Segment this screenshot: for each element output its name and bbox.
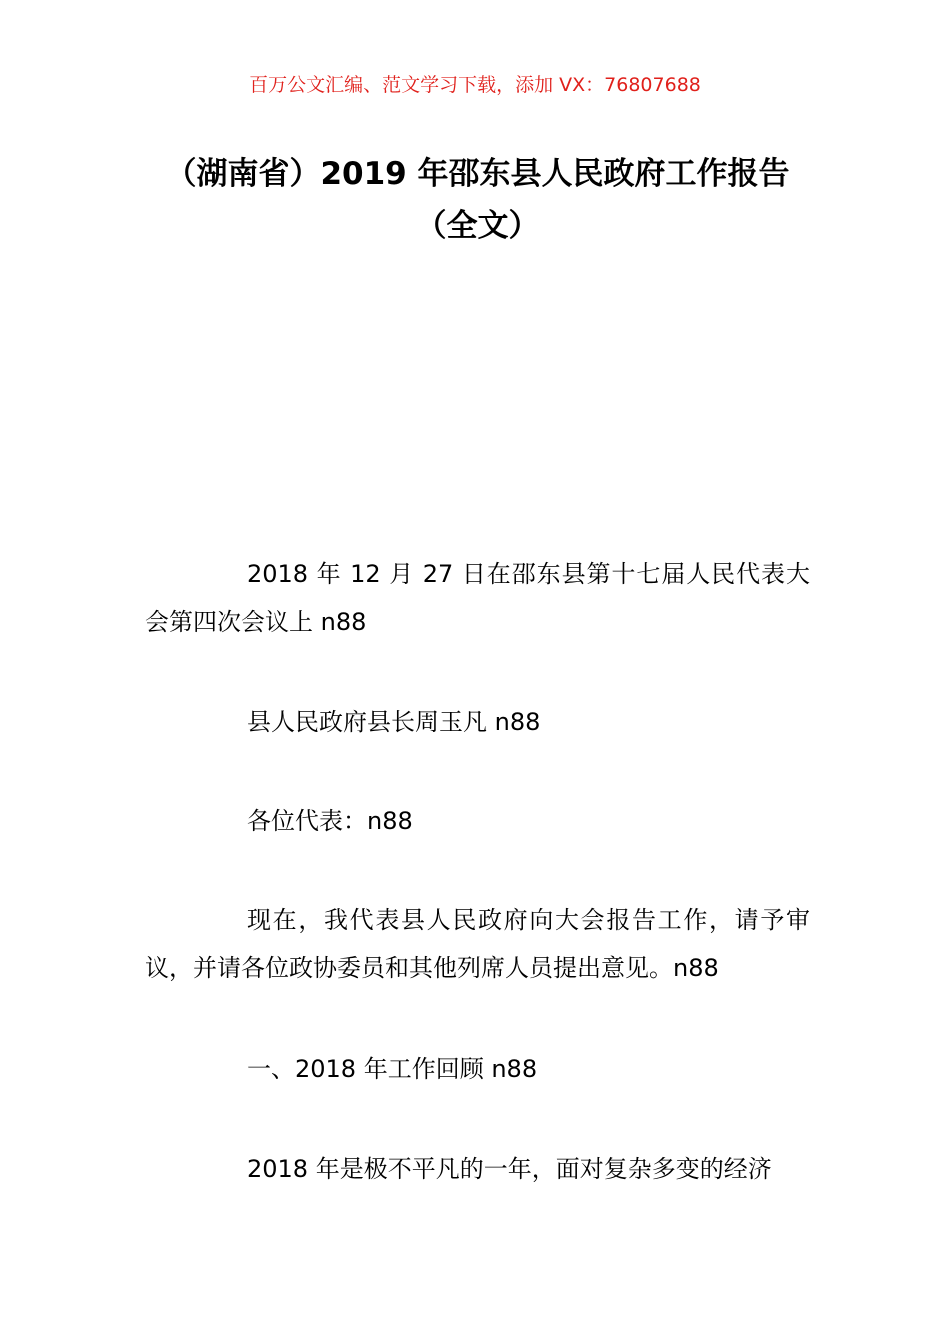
- paragraph-salutation: 各位代表：n88: [247, 807, 413, 835]
- document-title: （湖南省）2019 年邵东县人民政府工作报告（全文）: [165, 156, 790, 244]
- paragraph-speaker: 县人民政府县长周玉凡 n88: [247, 708, 541, 736]
- paragraph-review-start: 2018 年是极不平凡的一年，面对复杂多变的经济: [247, 1155, 772, 1183]
- paragraph-intro: 现在，我代表县人民政府向大会报告工作，请予审议，并请各位政协委员和其他列席人员提出意见。n88: [145, 906, 810, 982]
- section-heading-review: 一、2018 年工作回顾 n88: [247, 1055, 538, 1083]
- paragraph-meeting-info: 2018 年 12 月 27 日在邵东县第十七届人民代表大会第四次会议上 n88: [145, 560, 810, 636]
- header-promo-note: 百万公文汇编、范文学习下载，添加 VX：76807688: [249, 74, 701, 96]
